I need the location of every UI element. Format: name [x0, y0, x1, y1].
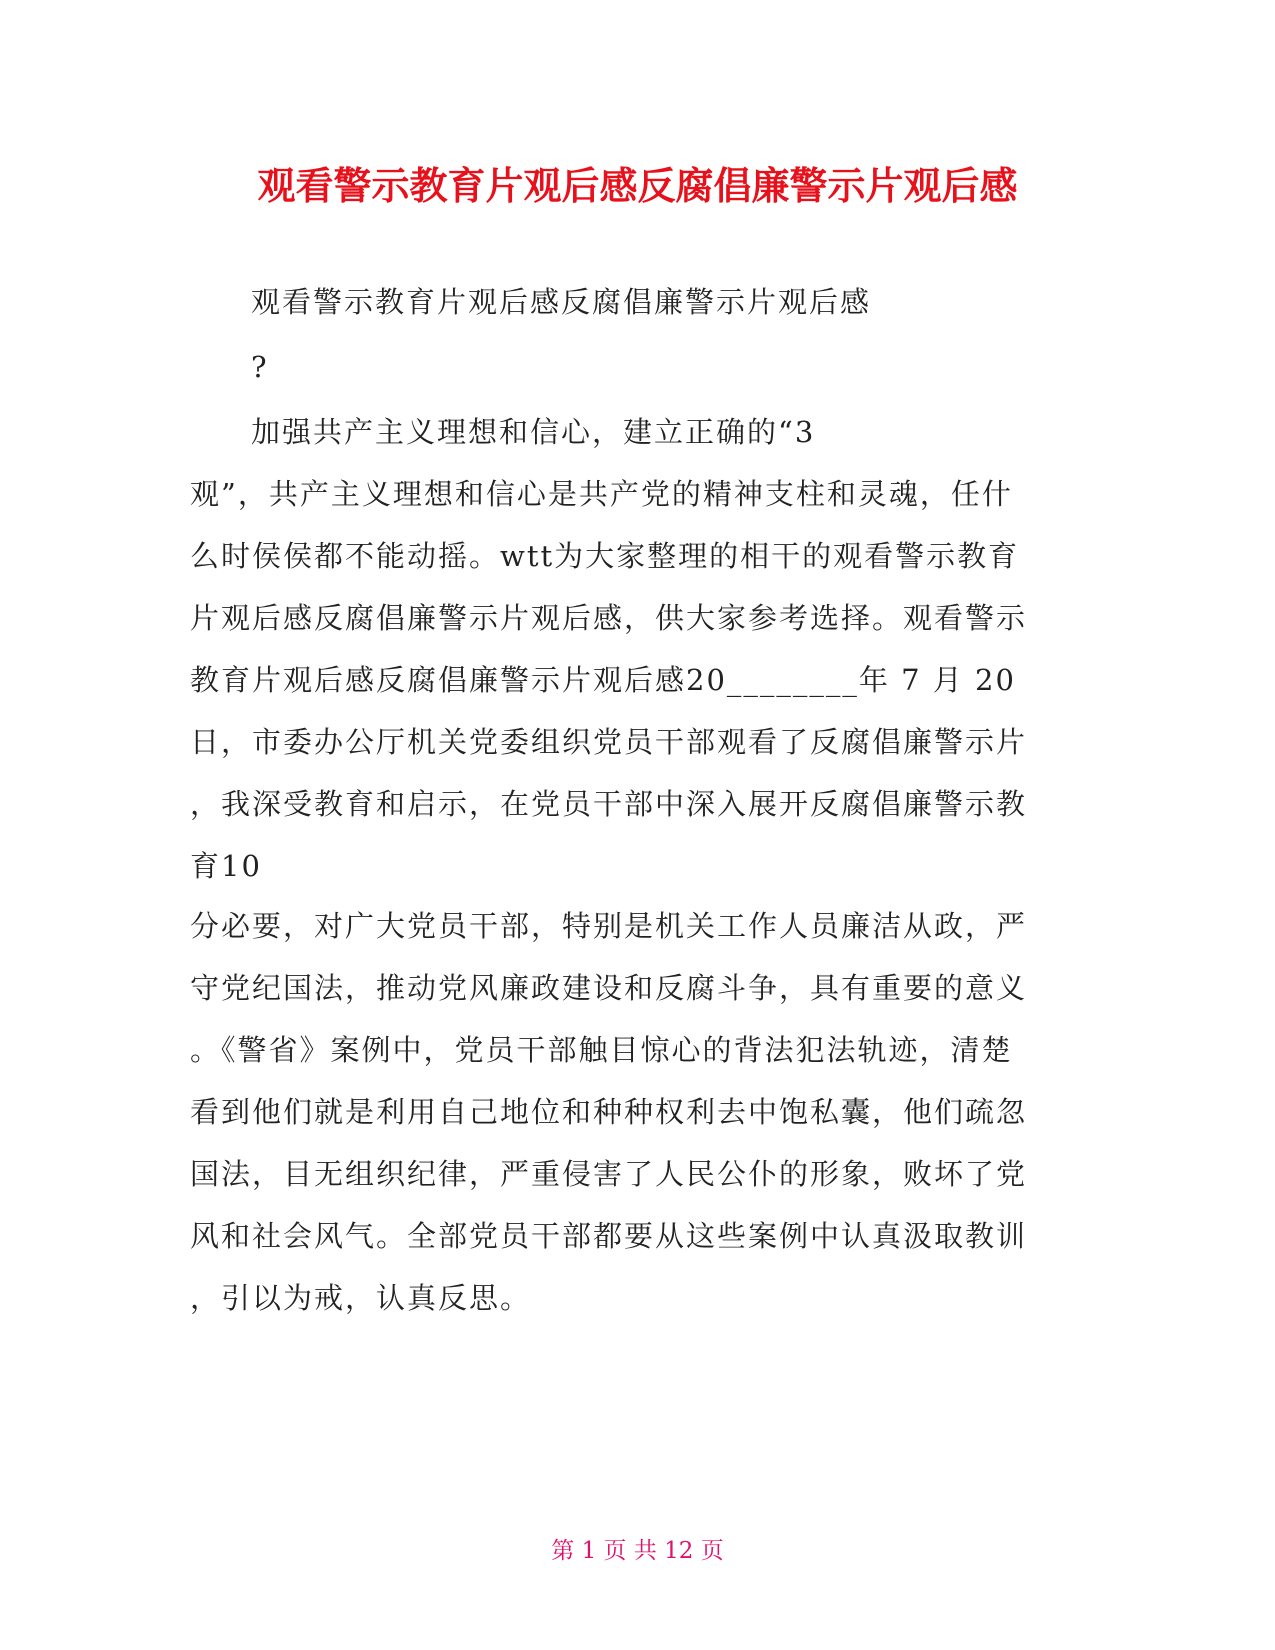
body-line: ?: [251, 350, 269, 384]
body-line: 么时侯侯都不能动摇。wtt为大家整理的相干的观看警示教育: [190, 539, 1020, 573]
body-line: 教育片观后感反腐倡廉警示片观后感20________年 7 月 20: [190, 663, 1016, 697]
body-line: 育10: [190, 849, 262, 883]
body-line: 分必要，对广大党员干部，特别是机关工作人员廉洁从政，严: [190, 909, 1028, 943]
body-line: ，我深受教育和启示，在党员干部中深入展开反腐倡廉警示教: [190, 787, 1028, 821]
page-number-footer: 第 1 页 共 12 页: [551, 1538, 724, 1564]
body-line: 风和社会风气。全部党员干部都要从这些案例中认真汲取教训: [190, 1219, 1028, 1253]
body-line: 守党纪国法，推动党风廉政建设和反腐斗争，具有重要的意义: [190, 971, 1028, 1005]
body-line: 。《警省》案例中，党员干部触目惊心的背法犯法轨迹，清楚: [190, 1033, 1013, 1067]
body-line: 观看警示教育片观后感反腐倡廉警示片观后感: [251, 285, 872, 319]
body-line: 看到他们就是利用自己地位和种种权利去中饱私囊，他们疏忽: [190, 1095, 1028, 1129]
body-line: 国法，目无组织纪律，严重侵害了人民公仆的形象，败坏了党: [190, 1157, 1028, 1191]
body-line: ，引以为戒，认真反思。: [190, 1281, 532, 1315]
body-line: 片观后感反腐倡廉警示片观后感，供大家参考选择。观看警示: [190, 601, 1028, 635]
body-line: 加强共产主义理想和信心，建立正确的“3: [251, 415, 816, 449]
body-line: 日，市委办公厅机关党委组织党员干部观看了反腐倡廉警示片: [190, 725, 1028, 759]
body-line: 观”，共产主义理想和信心是共产党的精神支柱和灵魂，任什: [190, 477, 1013, 511]
document-title: 观看警示教育片观后感反腐倡廉警示片观后感: [257, 164, 1018, 208]
